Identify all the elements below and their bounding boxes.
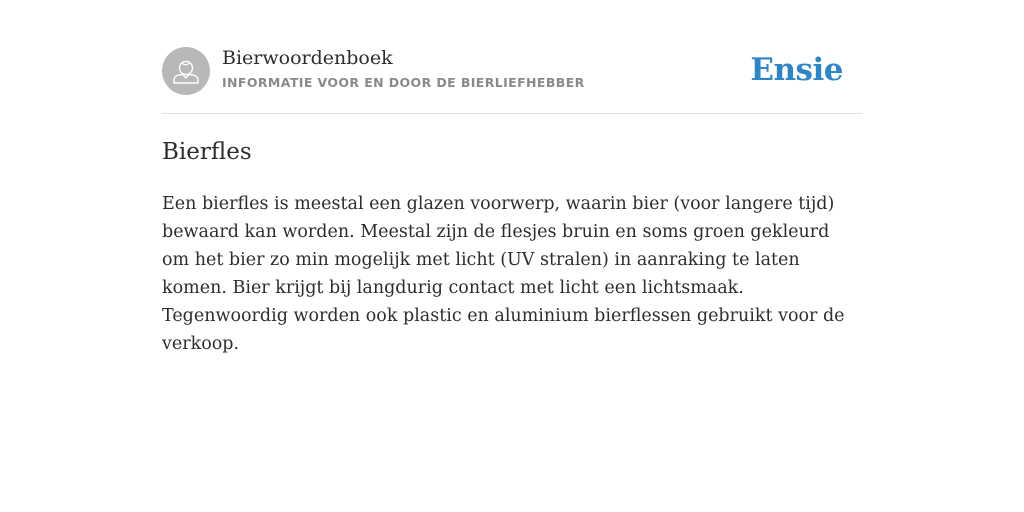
header <box>162 0 862 114</box>
content-container <box>162 0 862 354</box>
author-tagline: INFORMATIE VOOR EN DOOR DE BIERLIEFHEBBER <box>222 75 585 90</box>
ensie-logo[interactable]: Ensie <box>750 52 843 88</box>
article-title: Bierfles <box>162 139 252 165</box>
article-body: Een bierfles is meestal een glazen voorwerp, waarin bier (voor langere tijd) bewaard kan worden. Meestal zijn de flesjes bruin en soms groen gekleurd om het bier zo min mogelijk met licht (UV stralen) in aanraking te laten komen. Bier krijgt bij langdurig contact met licht een lichtsmaak. Tegenwoordig worden ook plastic en aluminium bierflessen gebruikt voor de verkoop. <box>162 194 845 354</box>
user-icon <box>162 47 210 95</box>
avatar[interactable] <box>162 47 210 95</box>
author-name[interactable]: Bierwoordenboek <box>222 47 393 69</box>
